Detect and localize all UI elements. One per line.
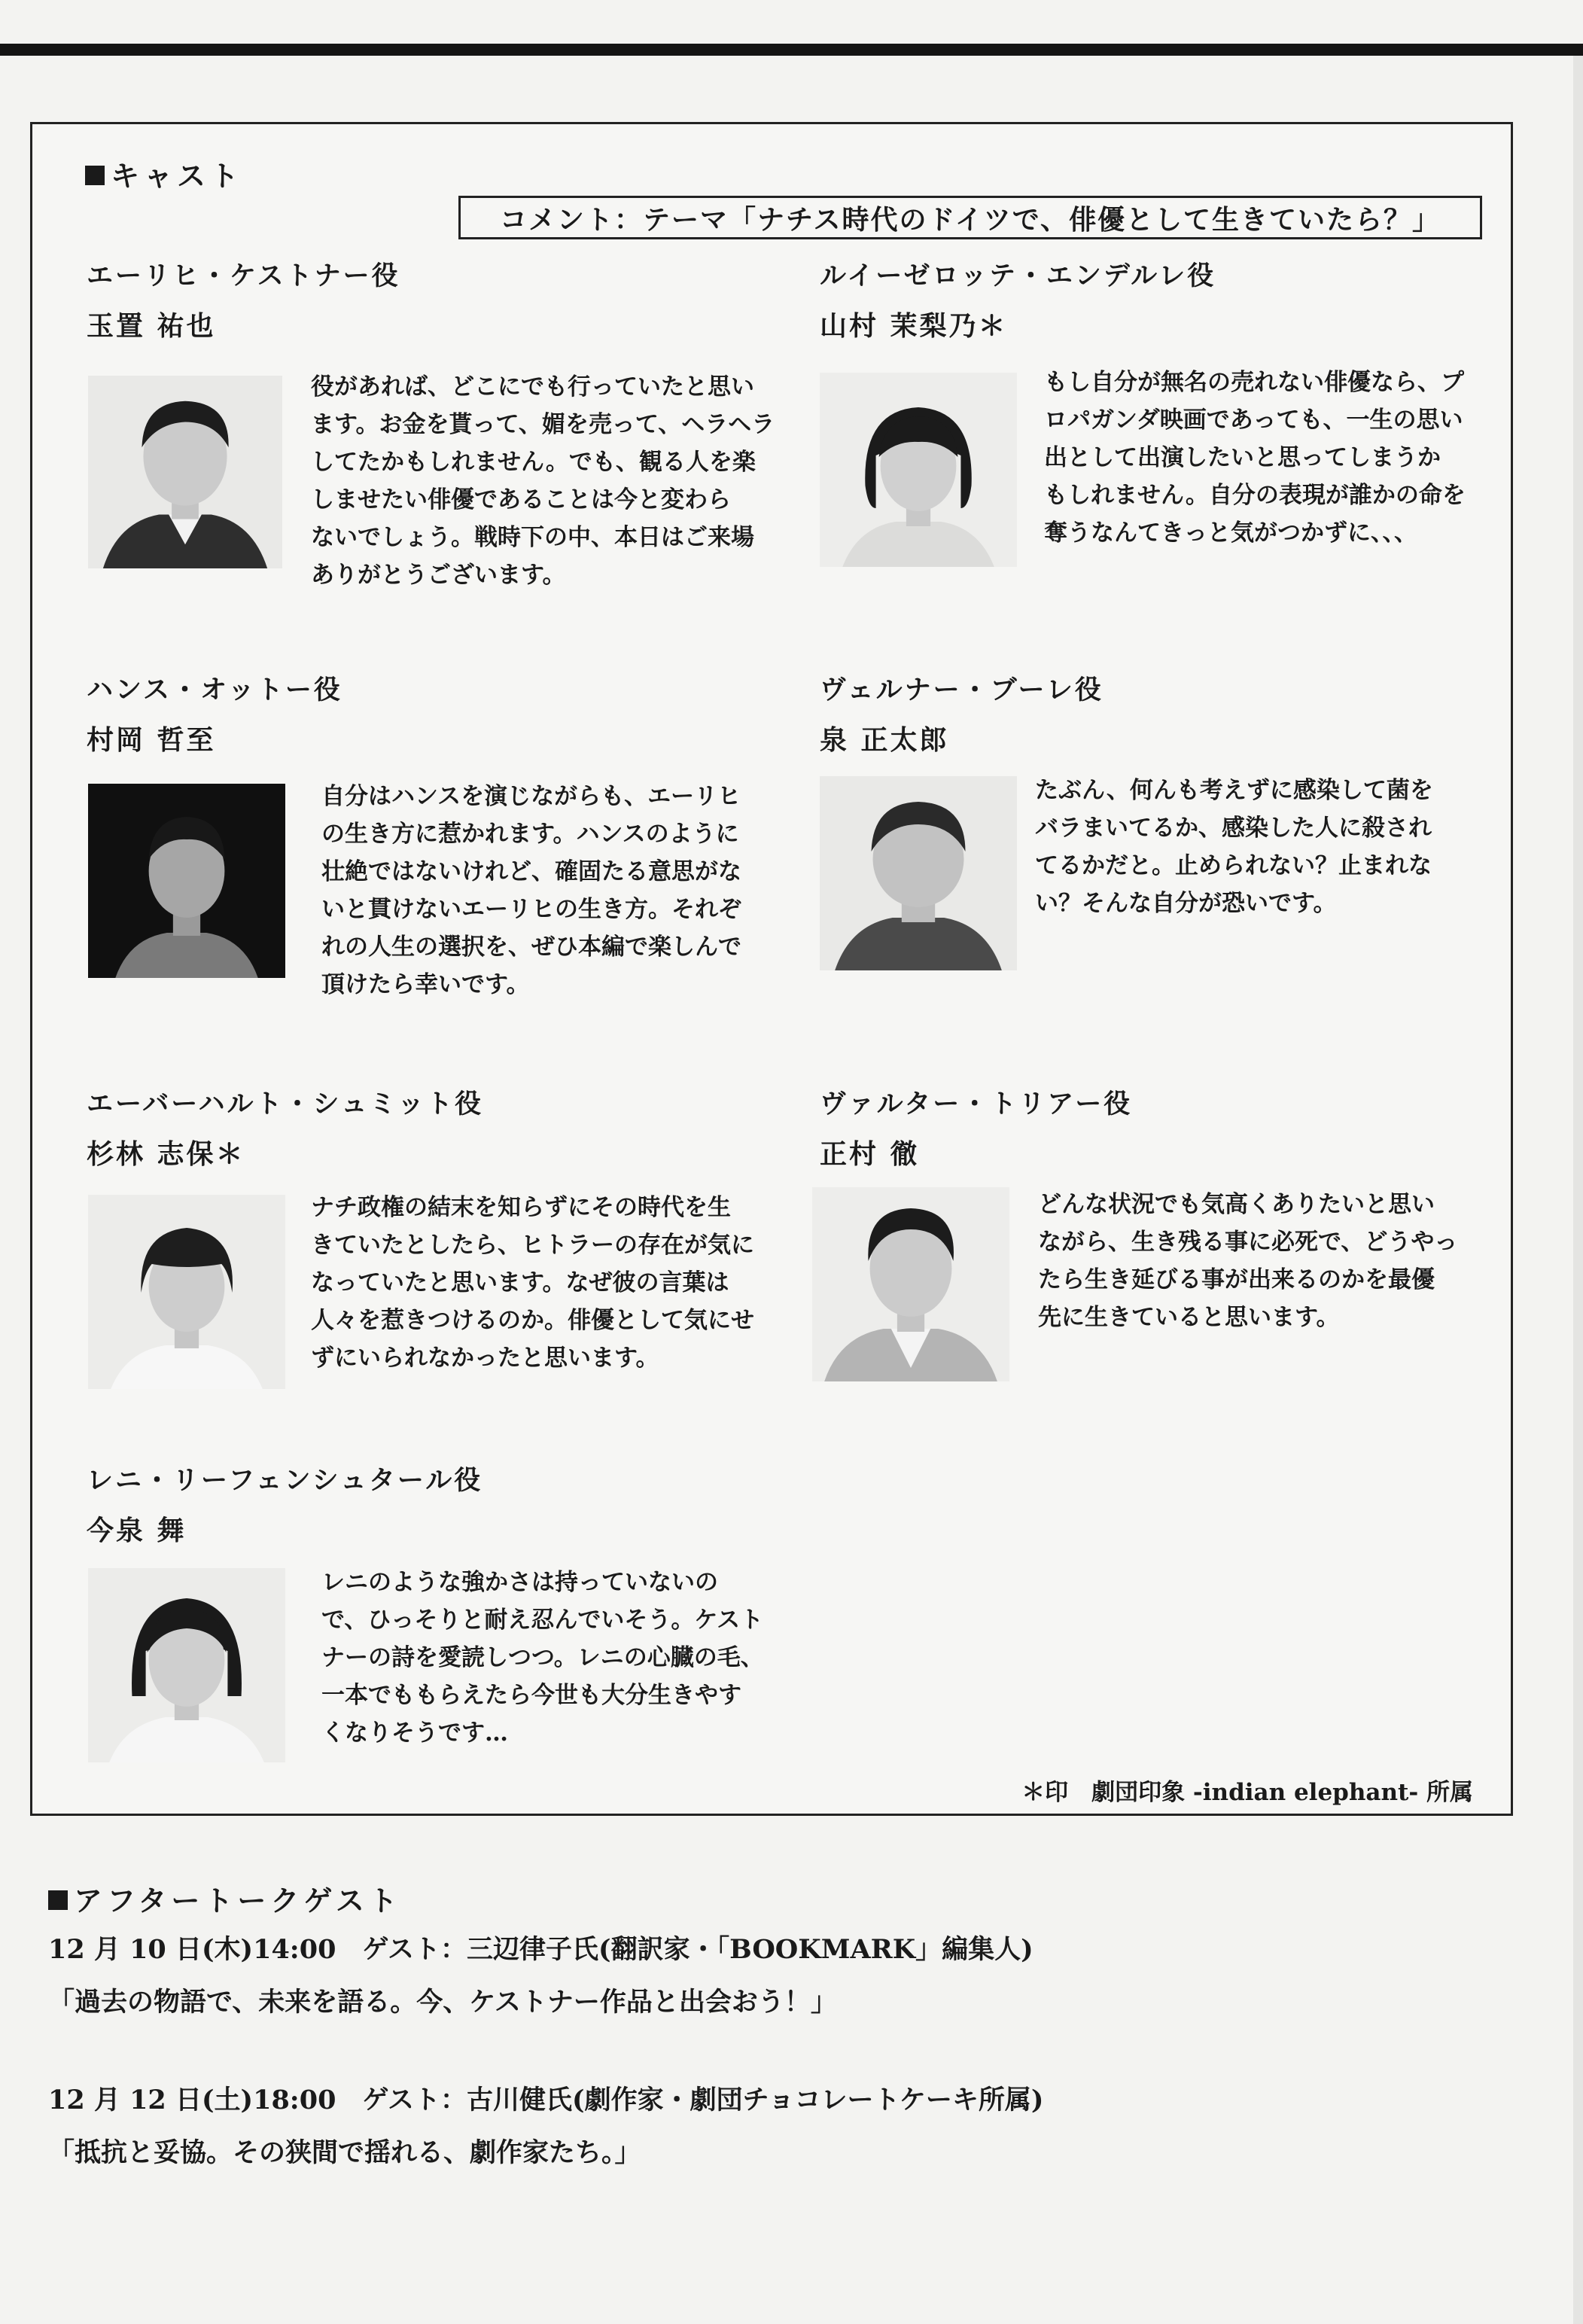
comment-line: どんな状況でも気高くありたいと思い [1038,1191,1435,1218]
actor-name: 正村 徹 [820,1138,920,1170]
comment-line: レニのような強かさは持っていないの [321,1569,718,1596]
actor-photo [820,776,1017,970]
comment-line: 先に生きていると思います。 [1038,1304,1340,1331]
comment-line: 頂けたら幸いです。 [321,971,530,998]
cast-section [30,122,1513,1816]
comment-line: ナチ政権の結末を知らずにその時代を生 [311,1194,731,1221]
actor-photo [88,1568,285,1762]
actor-name: 今泉 舞 [87,1515,187,1546]
comment-line: 役があれば、どこにでも行っていたと思い [311,373,754,401]
actor-photo [88,376,282,568]
top-rule [0,44,1583,56]
comment-text [321,1564,764,1752]
comment-line: てるかだと。止められない？止まれな [1035,852,1432,879]
role-name: ヴァルター・トリアー役 [820,1089,1133,1119]
comment-line: たぶん、何んも考えずに感染して菌を [1035,777,1433,804]
comment-line: くなりそうです… [321,1719,508,1747]
after-talk-schedule: 12 月 12 日(土)18:00 ゲスト：古川健氏(劇作家・劇団チョコレートケーキ所属) [48,2085,1044,2115]
affiliation-note: ＊印 劇団印象 -indian elephant- 所属 [1021,1779,1473,1806]
comment-line: してたかもしれません。でも、観る人を楽 [311,449,756,476]
after-talk-title: 「過去の物語で、未来を語る。今、ケストナー作品と出会おう！」 [48,1987,837,2018]
page-edge [1573,56,1583,2324]
comment-line: 人々を惹きつけるのか。俳優として気にせ [311,1307,754,1334]
role-name: ルイーゼロッテ・エンデルレ役 [820,260,1216,291]
after-talk-title: 「抵抗と妥協。その狭間で揺れる、劇作家たち。」 [48,2137,641,2168]
role-name: エーバーハルト・シュミット役 [87,1089,484,1119]
comment-line: 出として出演したいと思ってしまうか [1044,444,1441,471]
comment-line: い？そんな自分が恐いです。 [1035,890,1337,917]
comment-line: の生き方に惹かれます。ハンスのように [321,821,739,848]
comment-line: れの人生の選択を、ぜひ本編で楽しんで [321,934,741,961]
comment-text [1044,364,1466,552]
actor-photo [88,1195,285,1389]
comment-line: ありがとうございます。 [311,562,566,589]
actor-name: 杉林 志保＊ [87,1138,245,1170]
actor-photo [820,373,1017,567]
comment-line: で、ひっそりと耐え忍んでいそう。ケスト [321,1607,764,1634]
after-talk-schedule: 12 月 10 日(木)14:00 ゲスト：三辺律子氏(翻訳家・「BOOKMARK」編集人) [48,1934,1034,1965]
role-name: ハンス・オットー役 [87,675,342,705]
comment-line: 一本でももらえたら今世も大分生きやす [321,1682,741,1709]
comment-line: ないでしょう。戦時下の中、本日はご来場 [311,524,754,551]
comment-line: バラまいてるか、感染した人に殺され [1035,815,1432,842]
comment-line: きていたとしたら、ヒトラーの存在が気に [311,1232,754,1259]
after-talk-heading: アフタートークゲスト [48,1878,402,1919]
comment-line: ナーの詩を愛読しつつ。レニの心臓の毛、 [321,1644,764,1671]
comment-line: ます。お金を貰って、媚を売って、ヘラヘラ [311,411,775,438]
comment-line: ずにいられなかったと思います。 [311,1345,659,1372]
comment-line: 壮絶ではないけれど、確固たる意思がな [321,858,741,885]
comment-text [311,1189,754,1377]
comment-line: もしれません。自分の表現が誰かの命を [1044,482,1466,509]
role-name: エーリヒ・ケストナー役 [87,260,400,291]
comment-line: 奪うなんてきっと気がつかずに、、、 [1044,519,1417,547]
comment-text [321,778,741,1004]
comment-line: ながら、生き残る事に必死で、どうやっ [1038,1229,1458,1256]
role-name: レニ・リーフェンシュタール役 [87,1465,483,1496]
square-bullet-icon [48,1890,68,1910]
theme-box: コメント：テーマ「ナチス時代のドイツで、俳優として生きていたら？」 [458,196,1482,239]
actor-name: 村岡 哲至 [87,724,216,756]
actor-name: 泉 正太郎 [820,724,949,756]
comment-line: いと貫けないエーリヒの生き方。それぞ [321,896,741,923]
actor-photo [812,1187,1009,1381]
comment-line: ロパガンダ映画であっても、一生の思い [1044,407,1463,434]
actor-photo [88,784,285,978]
actor-name: 山村 茉梨乃＊ [820,310,1008,342]
comment-text [311,368,775,594]
comment-line: 自分はハンスを演じながらも、エーリヒ [321,783,741,810]
comment-text [1035,772,1433,922]
comment-line: なっていたと思います。なぜ彼の言葉は [311,1269,729,1296]
role-name: ヴェルナー・ブーレ役 [820,675,1104,705]
comment-line: たら生き延びる事が出来るのかを最優 [1038,1266,1435,1293]
comment-text [1038,1186,1457,1336]
cast-heading: キャスト [85,153,243,194]
comment-line: もし自分が無名の売れない俳優なら、プ [1044,369,1464,396]
actor-name: 玉置 祐也 [87,310,216,342]
comment-line: しませたい俳優であることは今と変わら [311,486,731,513]
square-bullet-icon [85,166,105,185]
